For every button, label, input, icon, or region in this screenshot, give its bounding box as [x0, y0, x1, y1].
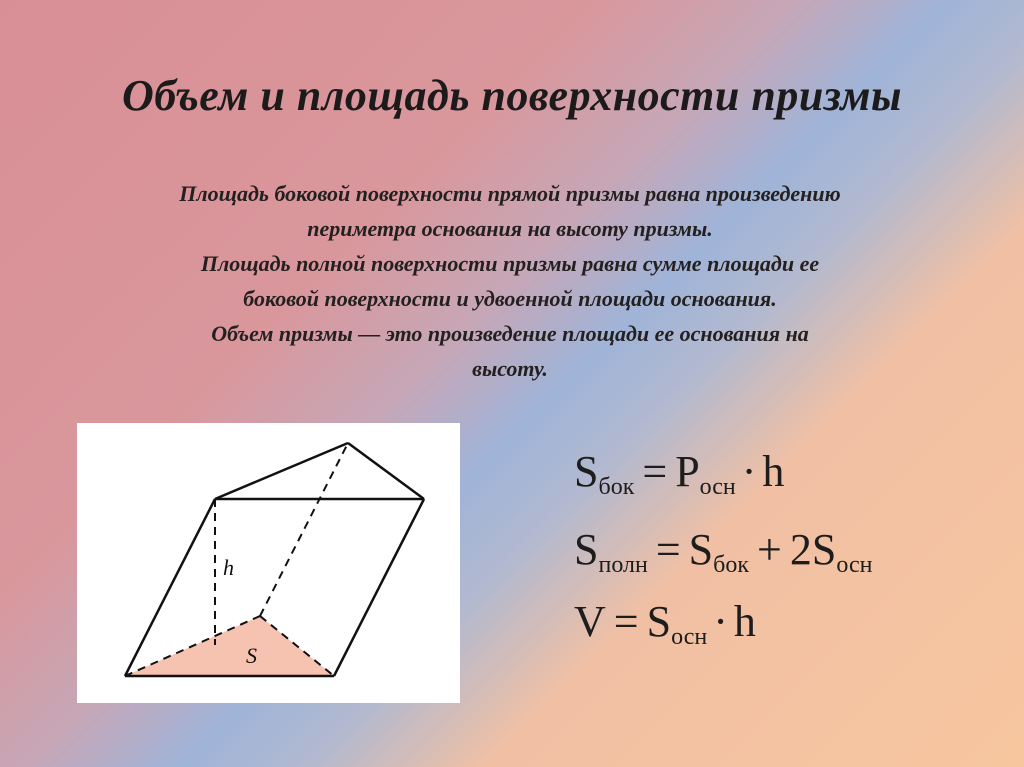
- prism-edge: [348, 443, 424, 499]
- prism-diagram: [77, 423, 460, 703]
- prism-figure: [77, 423, 460, 703]
- lateral-area-formula: $S_{бок} = P_{осн} \cdot h$: [574, 447, 785, 500]
- total-area-formula: $S_{полн} = S_{бок} + 2S_{осн}$: [574, 525, 873, 578]
- volume-formula: $V = S_{осн} \cdot h$: [574, 597, 756, 650]
- theory-line: Площадь полной поверхности призмы равна сумме площади ее: [200, 251, 820, 276]
- prism-hidden-edge: [260, 443, 348, 616]
- theory-line: высоту.: [472, 356, 548, 381]
- theory-line: боковой поверхности и удвоенной площади основания.: [243, 286, 777, 311]
- height-label: h: [223, 555, 234, 580]
- prism-edge: [215, 443, 348, 499]
- theory-line: Площадь боковой поверхности прямой призмы равна произведению: [179, 181, 841, 206]
- slide-title: Объем и площадь поверхности призмы: [121, 71, 903, 120]
- theory-text: [60, 176, 960, 386]
- base-area-label: S: [246, 643, 257, 668]
- prism-base-area: [125, 616, 334, 676]
- theory-line: Объем призмы — это произведение площади ее основания на: [211, 321, 809, 346]
- prism-edge: [334, 499, 424, 676]
- theory-line: периметра основания на высоту призмы.: [307, 216, 713, 241]
